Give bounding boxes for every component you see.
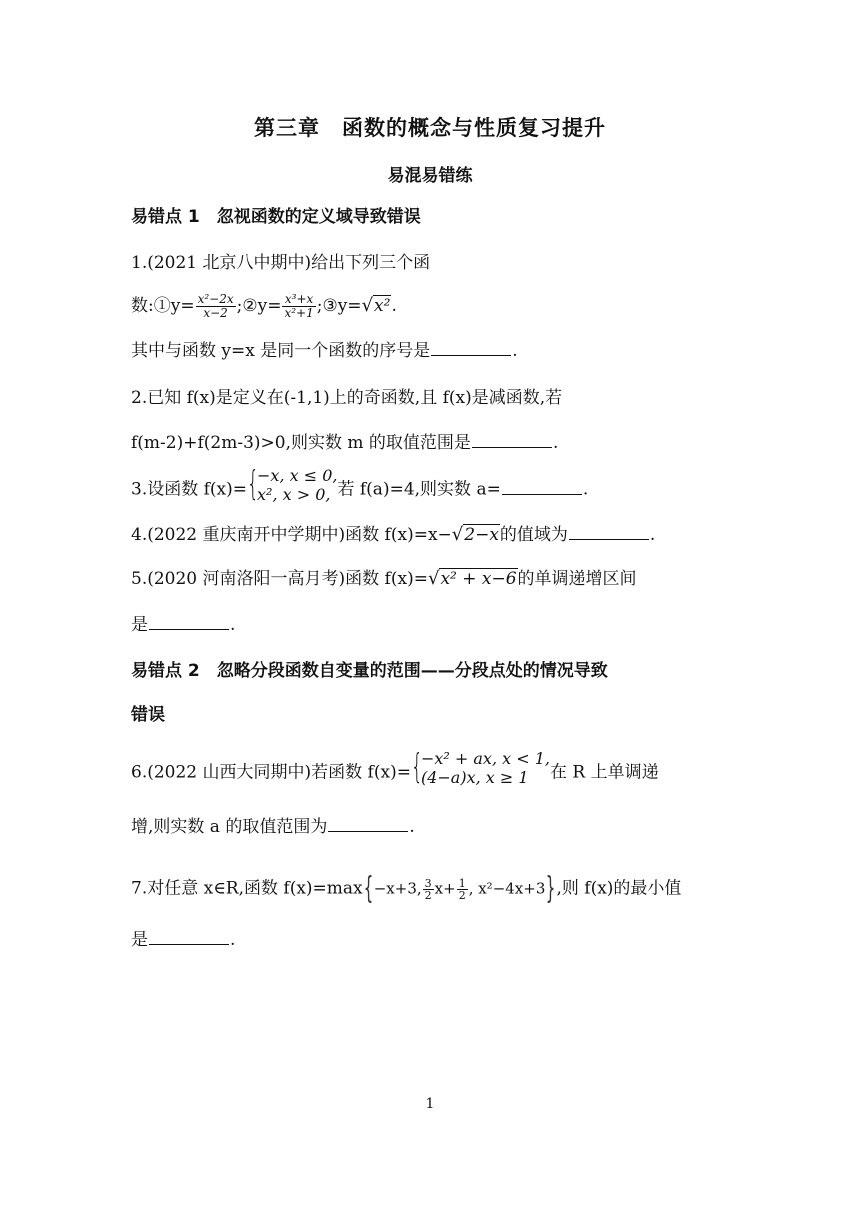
q1-fraction-1-numerator: x²−2x	[197, 292, 234, 306]
q7-fraction-a	[423, 878, 434, 901]
q4-sqrt	[452, 523, 500, 547]
section-heading-1: 易错点 1 忽视函数的定义域导致错误	[131, 207, 421, 227]
q1-end: .	[391, 296, 397, 316]
q5-question: 的单调递增区间	[517, 569, 637, 589]
q3-prefix: 3.设函数 f(x)=	[131, 479, 248, 500]
q7-fraction-b-numerator: 1	[458, 876, 466, 890]
q1-radicand: x²	[374, 296, 391, 316]
q6-question: 在 R 上单调递	[549, 762, 659, 783]
page-number: 1	[425, 1096, 435, 1112]
q4-prefix: 4.(2022 重庆南开中学期中)函数 f(x)=x−	[131, 525, 452, 545]
q1-line3	[131, 339, 518, 363]
q4-radicand: 2−x	[464, 525, 499, 545]
q3-period: .	[582, 479, 589, 500]
q3-case-2: x², x > 0,	[257, 485, 331, 504]
sqrt-icon: √	[361, 295, 374, 316]
q6-line2	[131, 815, 415, 839]
q1-fraction-2	[282, 293, 315, 320]
q7-term-1: −x+3,	[373, 879, 422, 898]
q3-case-1: −x, x ≤ 0,	[257, 466, 338, 485]
q7-answer-blank[interactable]	[149, 928, 229, 945]
q1-line1: 1.(2021 北京八中期中)给出下列三个函	[131, 253, 431, 273]
sqrt-icon: √	[427, 568, 440, 589]
q1-fraction-2-denominator: x²+1	[284, 306, 314, 320]
q1-fraction-2-numerator: x³+x	[282, 293, 315, 307]
q7-question: ,则 f(x)的最小值	[556, 878, 682, 899]
q6-prefix: 6.(2022 山西大同期中)若函数 f(x)=	[131, 762, 411, 783]
q5-continuation: 是	[131, 615, 148, 635]
brace-icon: {	[247, 464, 259, 504]
q7-fraction-a-numerator: 3	[424, 876, 432, 890]
q7-fraction-b	[457, 878, 468, 901]
q7-line1	[131, 871, 682, 906]
q1-fraction-1	[196, 293, 236, 320]
q5-prefix: 5.(2020 河南洛阳一高月考)函数 f(x)=	[131, 569, 428, 589]
q4-question: 的值域为	[499, 525, 568, 545]
q6-period: .	[409, 817, 415, 837]
q6-continuation: 增,则实数 a 的取值范围为	[131, 817, 328, 837]
q1-prefix: 数:①y=	[131, 296, 195, 316]
sqrt-icon: √	[451, 524, 464, 545]
q1-answer-blank[interactable]	[431, 339, 511, 356]
q6-line1	[131, 747, 659, 787]
q1-sqrt	[362, 294, 392, 318]
brace-icon: {	[410, 747, 423, 787]
q5-sqrt	[428, 567, 518, 591]
q5-answer-blank[interactable]	[149, 613, 229, 630]
q1-fraction-1-denominator: x−2	[203, 306, 228, 320]
q1-line2	[131, 293, 397, 320]
q7-term-3: , x²−4x+3	[468, 879, 546, 898]
q7-fraction-a-denominator: 2	[424, 888, 432, 902]
page-title: 第三章 函数的概念与性质复习提升	[254, 116, 606, 140]
q5-radicand: x² + x−6	[440, 569, 517, 589]
right-brace-icon: }	[546, 871, 556, 906]
q2-line1: 2.已知 f(x)是定义在(-1,1)上的奇函数,且 f(x)是减函数,若	[131, 388, 563, 408]
q6-piecewise	[411, 749, 550, 787]
q7-line2	[131, 928, 235, 952]
q1-period: .	[512, 341, 518, 361]
section-heading-2: 易错点 2 忽略分段函数自变量的范围——分段点处的情况导致	[131, 661, 608, 681]
q7-fraction-b-denominator: 2	[458, 888, 466, 902]
q5-line2	[131, 613, 235, 637]
q7-period: .	[230, 930, 236, 950]
q5-line1	[131, 567, 637, 591]
q4-line	[131, 523, 655, 547]
page-subtitle: 易混易错练	[387, 166, 473, 186]
q6-case-2: (4−a)x, x ≥ 1	[420, 768, 529, 787]
q1-separator-2: ;③y=	[316, 296, 362, 316]
q6-case-1: −x² + ax, x < 1,	[420, 749, 550, 768]
q1-question: 其中与函数 y=x 是同一个函数的序号是	[131, 341, 431, 361]
q3-piecewise	[247, 466, 337, 504]
q2-question: f(m-2)+f(2m-3)>0,则实数 m 的取值范围是	[131, 433, 471, 453]
q7-term-2: x+	[434, 879, 456, 898]
left-brace-icon: {	[363, 871, 373, 906]
q5-period: .	[230, 615, 236, 635]
q3-question: 若 f(a)=4,则实数 a=	[337, 479, 501, 500]
q7-prefix: 7.对任意 x∈R,函数 f(x)=max	[131, 878, 363, 899]
q3-line	[131, 464, 589, 504]
section-heading-2-continued: 错误	[131, 705, 165, 725]
q2-answer-blank[interactable]	[472, 431, 552, 448]
q3-answer-blank[interactable]	[502, 478, 582, 495]
q4-answer-blank[interactable]	[569, 523, 649, 540]
q2-line2	[131, 431, 558, 455]
q4-period: .	[649, 525, 656, 545]
q7-continuation: 是	[131, 930, 148, 950]
q1-separator-1: ;②y=	[236, 296, 282, 316]
q6-answer-blank[interactable]	[328, 815, 408, 832]
q2-period: .	[552, 433, 559, 453]
